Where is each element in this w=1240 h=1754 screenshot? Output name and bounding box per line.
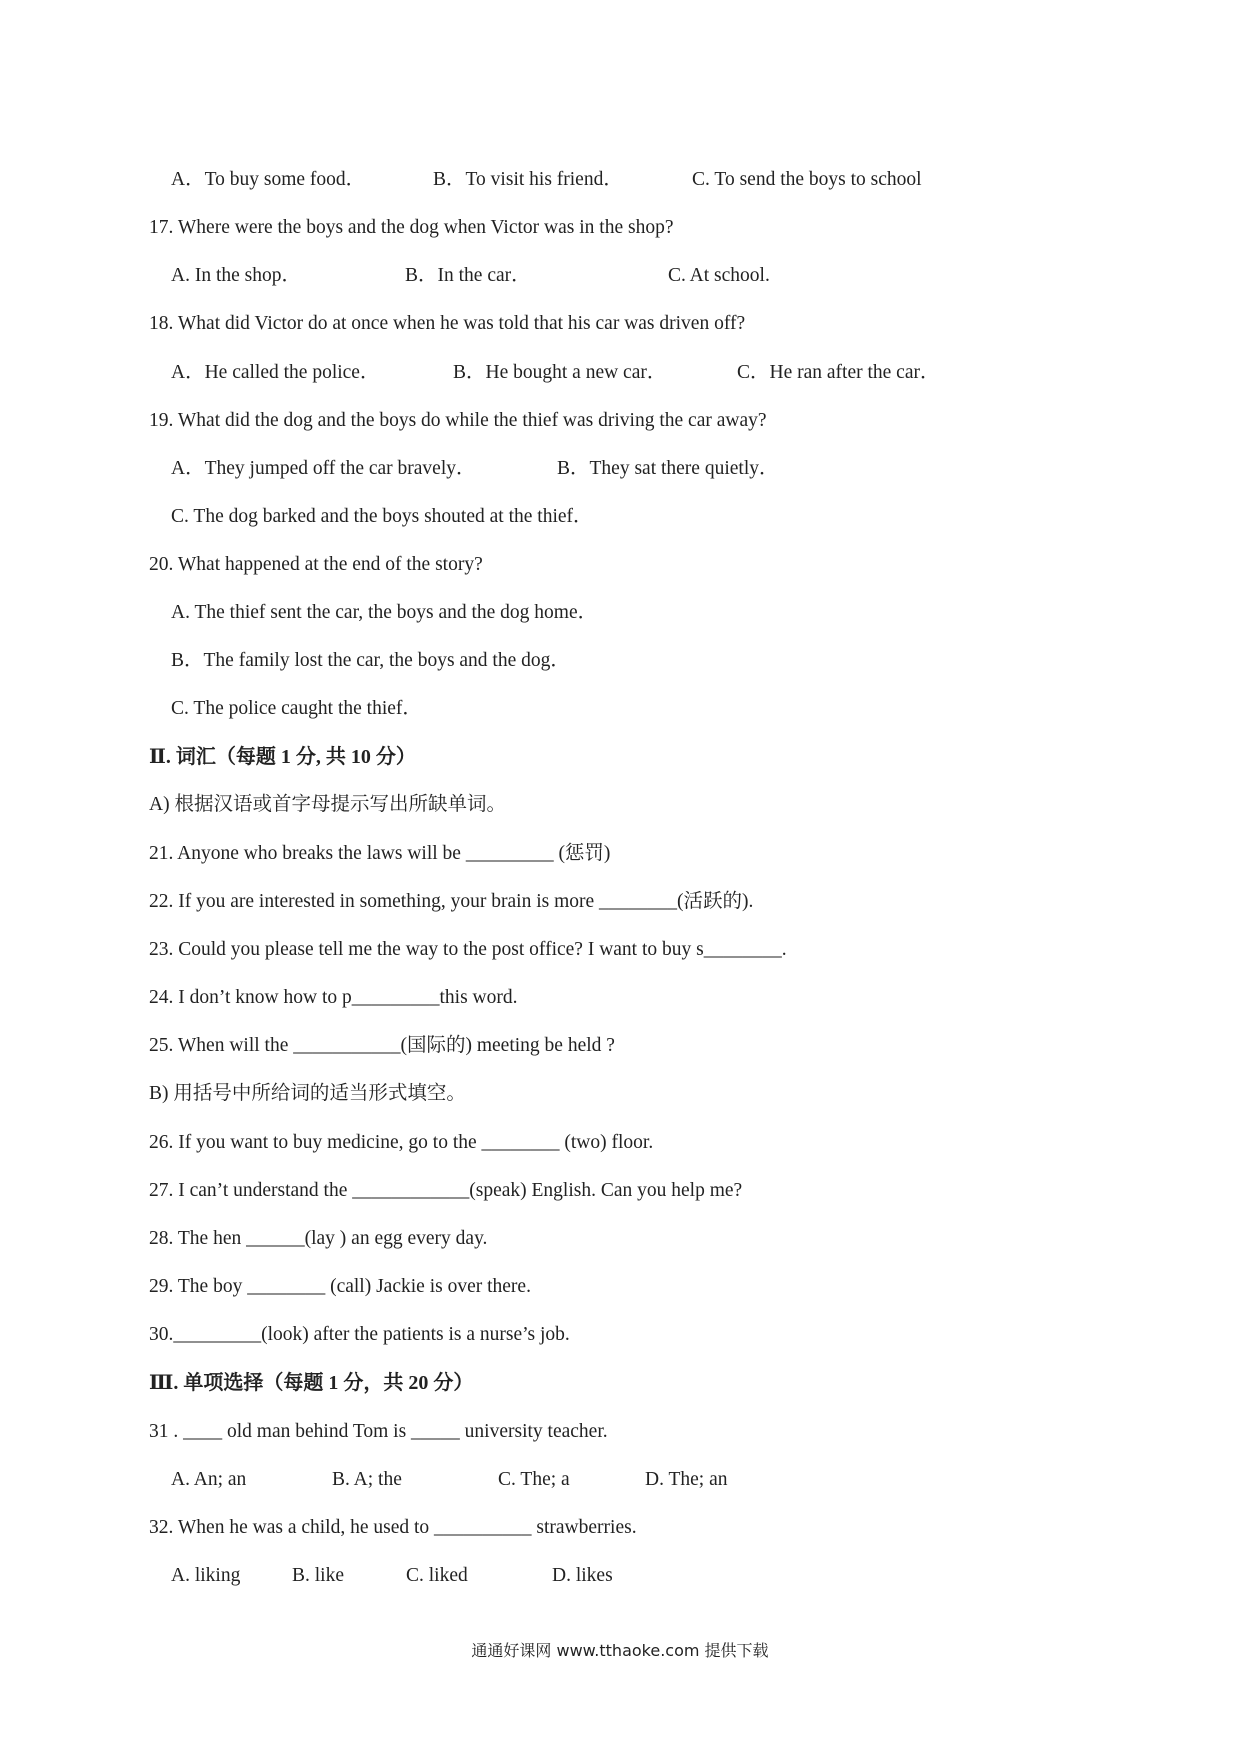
q17-option-b: B．In the car． — [405, 265, 531, 286]
q32-option-a: A. liking — [171, 1565, 241, 1586]
q31-option-c: C. The; a — [498, 1469, 570, 1490]
section-2-part-b-instruction: B) 用括号中所给词的适当形式填空。 — [149, 1083, 466, 1104]
q16-option-a: A．To buy some food． — [171, 169, 366, 190]
q31-option-d: D. The; an — [645, 1469, 728, 1490]
page-footer-source: 通通好课网 www.tthaoke.com 提供下载 — [471, 1641, 769, 1660]
q19-option-b: B．They sat there quietly． — [557, 458, 779, 479]
section-2-part-a-instruction: A) 根据汉语或首字母提示写出所缺单词。 — [149, 794, 506, 815]
q20-option-c: C. The police caught the thief． — [171, 698, 422, 719]
q32-option-c: C. liked — [406, 1565, 468, 1586]
q18-option-a: A．He called the police． — [171, 362, 380, 383]
q19-option-c: C. The dog barked and the boys shouted at the thief． — [171, 506, 593, 527]
q26-stem: 26. If you want to buy medicine, go to the ________ (two) floor. — [149, 1132, 654, 1153]
q20-stem: 20. What happened at the end of the story? — [149, 554, 483, 575]
q17-option-c: C. At school. — [668, 265, 770, 286]
section-3-title: Ⅲ. 单项选择（每题 1 分，共 20 分） — [149, 1372, 474, 1394]
q19-option-a: A．They jumped off the car bravely． — [171, 458, 476, 479]
q22-stem: 22. If you are interested in something, your brain is more ________(活跃的). — [149, 891, 754, 912]
q29-stem: 29. The boy ________ (call) Jackie is over there. — [149, 1276, 531, 1297]
q16-option-c: C. To send the boys to school — [692, 169, 922, 190]
q28-stem: 28. The hen ______(lay ) an egg every day. — [149, 1228, 488, 1249]
q20-option-a: A. The thief sent the car, the boys and the dog home． — [171, 602, 598, 623]
q18-stem: 18. What did Victor do at once when he was told that his car was driven off? — [149, 313, 746, 334]
q30-stem: 30._________(look) after the patients is a nurse’s job. — [149, 1324, 570, 1345]
q20-option-b: B．The family lost the car, the boys and the dog． — [171, 650, 570, 671]
q32-stem: 32. When he was a child, he used to __________ strawberries. — [149, 1517, 637, 1538]
q21-stem: 21. Anyone who breaks the laws will be _________ (惩罚) — [149, 843, 611, 864]
q31-stem: 31 . ____ old man behind Tom is _____ university teacher. — [149, 1421, 608, 1442]
q24-stem: 24. I don’t know how to p_________this word. — [149, 987, 518, 1008]
q19-stem: 19. What did the dog and the boys do while the thief was driving the car away? — [149, 410, 767, 431]
q25-stem: 25. When will the ___________(国际的) meeting be held ? — [149, 1035, 615, 1056]
q18-option-b: B．He bought a new car． — [453, 362, 667, 383]
q27-stem: 27. I can’t understand the ____________(speak) English. Can you help me? — [149, 1180, 743, 1201]
q16-option-b: B．To visit his friend． — [433, 169, 623, 190]
q32-option-d: D. likes — [552, 1565, 613, 1586]
section-2-title: Ⅱ. 词汇（每题 1 分, 共 10 分） — [149, 746, 416, 768]
q31-option-b: B. A; the — [332, 1469, 402, 1490]
q32-option-b: B. like — [292, 1565, 344, 1586]
q17-option-a: A. In the shop． — [171, 265, 301, 286]
q18-option-c: C．He ran after the car． — [737, 362, 940, 383]
q31-option-a: A. An; an — [171, 1469, 247, 1490]
q23-stem: 23. Could you please tell me the way to the post office? I want to buy s________. — [149, 939, 787, 960]
q17-stem: 17. Where were the boys and the dog when Victor was in the shop? — [149, 217, 674, 238]
